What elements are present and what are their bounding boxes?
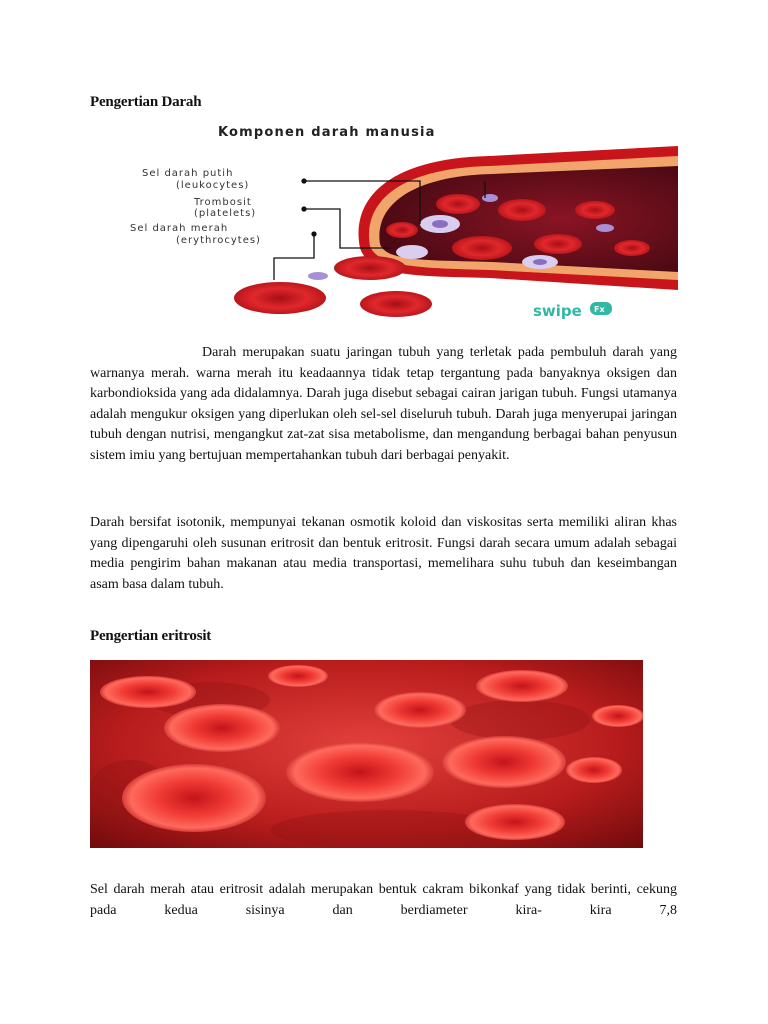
brand-badge-text: Fx xyxy=(594,305,605,314)
wbc-nucleus xyxy=(533,259,547,265)
rbc-cell xyxy=(334,256,406,280)
rbc-cell xyxy=(614,240,650,256)
heading-pengertian-darah: Pengertian Darah xyxy=(90,94,202,110)
rbc-cell xyxy=(122,764,266,832)
label-wbc: Sel darah putih xyxy=(142,168,234,179)
paragraph-1-text: Darah merupakan suatu jaringan tubuh yang terletak pada pembuluh darah yang warnanya merah. warna merah itu keadaannya tidak tetap tergantung pada banyaknya oksigen dan karbondioksida yang ada didalamnya. Darah juga disebut sebagai cairan jarigan tubuh. Fungsi utamanya adalah mengukur oksigen yang diperlukan oleh sel-sel diseluruh tubuh. Darah juga menyerupai jaringan tubuh dengan nutrisi, mengangkut zat-zat sisa metabolisme, dan mengandung berbagai bahan penyusun sistem imiu yang bertujuan mempertahankan tubuh dari berbagai penyakit. xyxy=(90,345,677,463)
paragraph-1 xyxy=(90,343,677,466)
erythrocytes-image xyxy=(90,660,643,848)
paragraph-2: Darah bersifat isotonik, mempunyai tekanan osmotik koloid dan viskositas serta memiliki aliran khas yang dipengaruhi oleh susunan eritrosit dan bentuk eritrosit. Fungsi darah secara umum adalah sebagai media pengirim bahan makanan atau media transportasi, memelihara suhu tubuh dan keseimbangan asam basa dalam tubuh. xyxy=(90,515,677,592)
platelet xyxy=(596,224,614,232)
rbc-cell xyxy=(286,742,434,802)
rbc-cell xyxy=(268,665,328,687)
erythrocytes-illustration xyxy=(90,660,643,848)
rbc-cell xyxy=(452,236,512,260)
blood-components-diagram xyxy=(90,118,678,328)
rbc-cell xyxy=(566,757,622,783)
paragraph-3: Sel darah merah atau eritrosit adalah merupakan bentuk cakram bikonkaf yang tidak berinti, cekung pada kedua sisinya dan berdiameter kira- kira 7,8 xyxy=(90,882,677,918)
platelet xyxy=(308,272,328,280)
label-rbc-latin: (erythrocytes) xyxy=(176,235,261,246)
rbc-cell xyxy=(534,234,582,254)
rbc-cell xyxy=(498,199,546,221)
label-rbc: Sel darah merah xyxy=(130,223,229,234)
label-platelet-latin: (platelets) xyxy=(194,208,257,219)
rbc-cell xyxy=(234,282,326,314)
label-platelet: Trombosit xyxy=(194,197,252,208)
label-wbc-latin: (leukocytes) xyxy=(176,180,250,191)
rbc-cell xyxy=(100,676,196,708)
rbc-cell xyxy=(360,291,432,317)
heading-pengertian-eritrosit: Pengertian eritrosit xyxy=(90,628,212,644)
blood-components-illustration xyxy=(90,118,678,328)
rbc-cell xyxy=(374,692,466,728)
brand-logo: swipe xyxy=(533,302,582,320)
rbc-cell xyxy=(436,194,480,214)
wbc-cell xyxy=(396,245,428,259)
rbc-cell xyxy=(164,704,280,752)
rbc-cell xyxy=(575,201,615,219)
rbc-cell xyxy=(386,222,418,238)
rbc-cell xyxy=(442,736,566,788)
wbc-nucleus xyxy=(432,220,448,228)
rbc-cell xyxy=(465,804,565,840)
diagram-title: Komponen darah manusia xyxy=(218,125,436,140)
rbc-cell xyxy=(476,670,568,702)
rbc-cell xyxy=(592,705,643,727)
